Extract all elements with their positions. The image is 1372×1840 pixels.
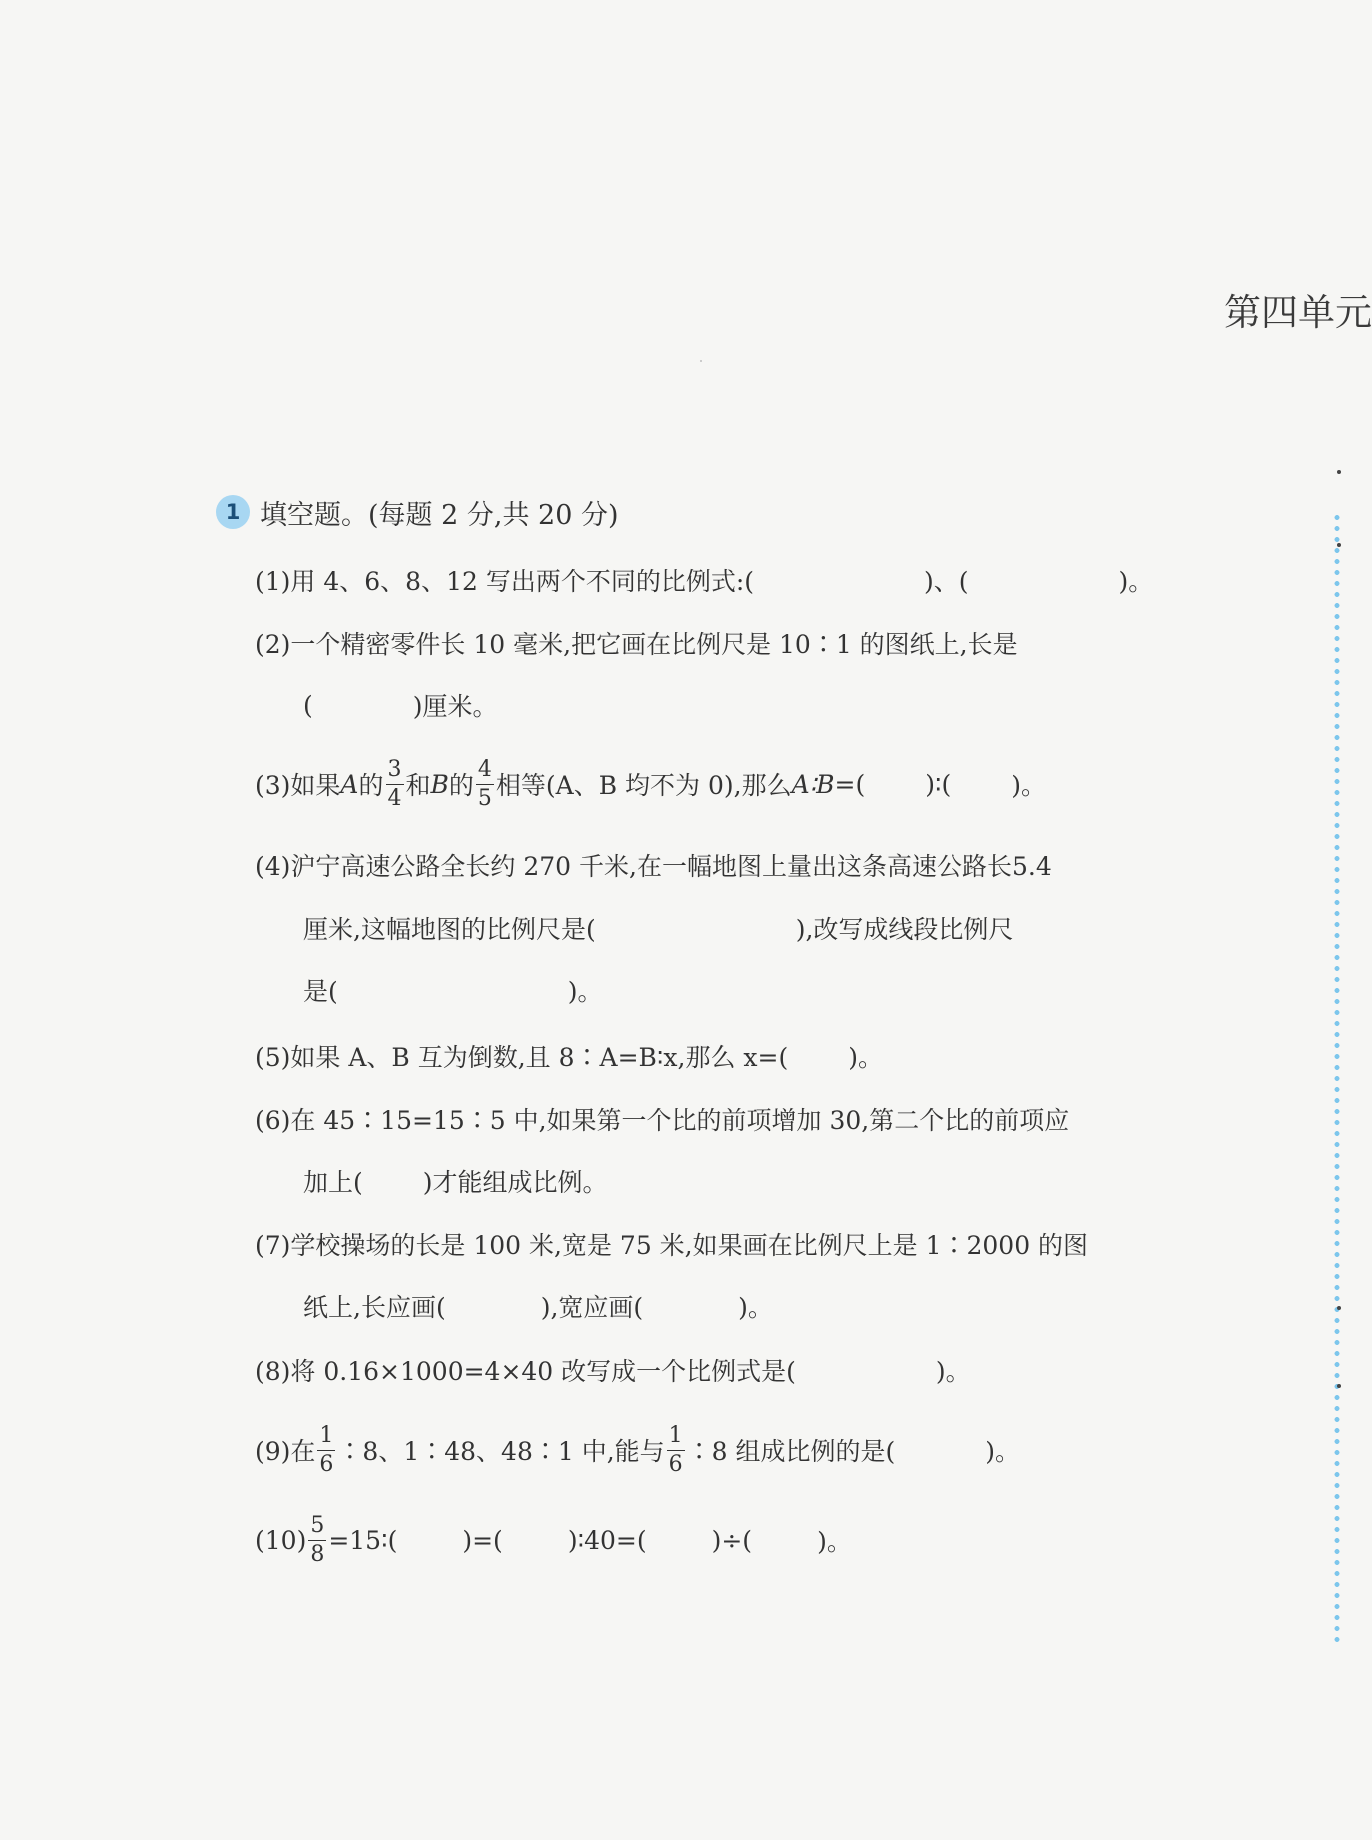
- q6-line-2-end: )才能组成比例。: [422, 1168, 608, 1197]
- question-6-line-1: [255, 1099, 1275, 1139]
- page-speck: [700, 360, 702, 362]
- question-10: [255, 1510, 1275, 1570]
- q9-end: )。: [985, 1437, 1021, 1466]
- q3-middle: 相等(A、B 均不为 0),那么: [495, 771, 792, 800]
- unit-title: 第四单元: [1224, 291, 1372, 334]
- q10-end: )。: [817, 1527, 852, 1556]
- q7-line-1: (7)学校操场的长是 100 米,宽是 75 米,如果画在比例尺上是 1∶2000 的图: [255, 1231, 1089, 1260]
- q3-frac2-numerator: 4: [476, 759, 494, 785]
- q1-end: )。: [1118, 567, 1154, 596]
- q3-de-1: 的: [358, 771, 384, 800]
- q10-fraction: [308, 1512, 326, 1567]
- question-7-line-1: [255, 1224, 1275, 1264]
- q4-line-1: (4)沪宁高速公路全长约 270 千米,在一幅地图上量出这条高速公路长5.4: [255, 852, 1052, 881]
- question-5: [255, 1036, 1275, 1076]
- q10-part-4: )÷(: [711, 1525, 753, 1555]
- q9-middle: ∶8、1∶48、48∶1 中,能与: [337, 1437, 665, 1466]
- q10-part-2: )=(: [462, 1525, 503, 1555]
- q9-prefix: (9)在: [255, 1437, 316, 1466]
- question-4-line-2: [303, 908, 1273, 948]
- question-4-line-3: [303, 970, 1323, 1010]
- q8-end: )。: [935, 1357, 971, 1386]
- q3-ratio: A∶B: [791, 769, 835, 799]
- q6-line-2-start: 加上(: [303, 1168, 363, 1197]
- q7-line-2-mid: ),宽应画(: [540, 1293, 644, 1322]
- q3-colon: )∶(: [925, 769, 952, 799]
- q3-var-a: A: [340, 769, 359, 799]
- q10-prefix: (10): [255, 1525, 307, 1555]
- q9-frac1-denominator: 6: [319, 1451, 334, 1477]
- q10-part-1: =15∶(: [328, 1525, 398, 1555]
- section-heading: [216, 492, 619, 532]
- q10-frac-denominator: 8: [310, 1541, 325, 1567]
- q8-text: (8)将 0.16×1000=4×40 改写成一个比例式是(: [255, 1357, 796, 1386]
- question-1: [255, 560, 1275, 600]
- q2-close: )厘米。: [412, 692, 498, 721]
- q3-end: )。: [1011, 771, 1047, 800]
- q9-frac2-denominator: 6: [668, 1451, 683, 1477]
- q3-de-2: 的: [448, 771, 474, 800]
- q3-prefix: (3)如果: [255, 771, 341, 800]
- question-8: [255, 1350, 1275, 1390]
- q5-text: (5)如果 A、B 互为倒数,且 8∶A=B∶x,那么 x=(: [255, 1043, 789, 1072]
- q9-frac2-numerator: 1: [667, 1425, 685, 1451]
- q3-var-b: B: [430, 769, 449, 799]
- q10-part-3: )∶40=(: [567, 1525, 647, 1555]
- q3-frac1-denominator: 4: [387, 785, 402, 811]
- question-3: [255, 754, 1275, 814]
- edge-mark: [1337, 543, 1341, 547]
- edge-mark: [1337, 1306, 1341, 1310]
- question-6-line-2: [303, 1161, 1323, 1201]
- q4-line-3-start: 是(: [303, 977, 338, 1006]
- q5-end: )。: [848, 1043, 883, 1072]
- q3-tail: =(: [834, 769, 866, 799]
- q7-line-2-end: )。: [738, 1293, 773, 1322]
- q3-he: 和: [405, 771, 431, 800]
- q4-line-2-start: 厘米,这幅地图的比例尺是(: [303, 915, 596, 944]
- question-2-line-2: [303, 685, 1323, 725]
- q10-frac-numerator: 5: [308, 1515, 326, 1541]
- question-7-line-2: [303, 1286, 1323, 1326]
- q3-fraction-2: [476, 756, 494, 811]
- q3-frac2-denominator: 5: [477, 785, 492, 811]
- binding-dotted-line: [1332, 512, 1342, 1642]
- q9-fraction-2: [667, 1422, 685, 1477]
- question-9: [255, 1420, 1275, 1480]
- q3-frac1-numerator: 3: [386, 759, 404, 785]
- question-2-line-1: [255, 623, 1275, 663]
- q4-line-2-end: ),改写成线段比例尺: [795, 915, 1014, 944]
- question-4-line-1: [255, 845, 1275, 885]
- q3-fraction-1: [386, 756, 404, 811]
- q1-mid: )、(: [924, 567, 969, 596]
- q1-text: (1)用 4、6、8、12 写出两个不同的比例式:(: [255, 567, 755, 596]
- q2-open: (: [303, 690, 313, 720]
- section-number-badge: 1: [216, 495, 250, 529]
- q4-line-3-end: )。: [567, 977, 603, 1006]
- q9-tail: ∶8 组成比例的是(: [686, 1437, 896, 1466]
- edge-mark: [1337, 470, 1341, 474]
- section-title: 填空题。(每题 2 分,共 20 分): [260, 499, 619, 531]
- edge-mark: [1337, 1384, 1341, 1388]
- q2-line-1: (2)一个精密零件长 10 毫米,把它画在比例尺是 10∶1 的图纸上,长是: [255, 630, 1018, 659]
- q9-frac1-numerator: 1: [317, 1425, 335, 1451]
- q7-line-2-start: 纸上,长应画(: [303, 1293, 446, 1322]
- q6-line-1: (6)在 45∶15=15∶5 中,如果第一个比的前项增加 30,第二个比的前项应: [255, 1106, 1070, 1135]
- q9-fraction-1: [317, 1422, 335, 1477]
